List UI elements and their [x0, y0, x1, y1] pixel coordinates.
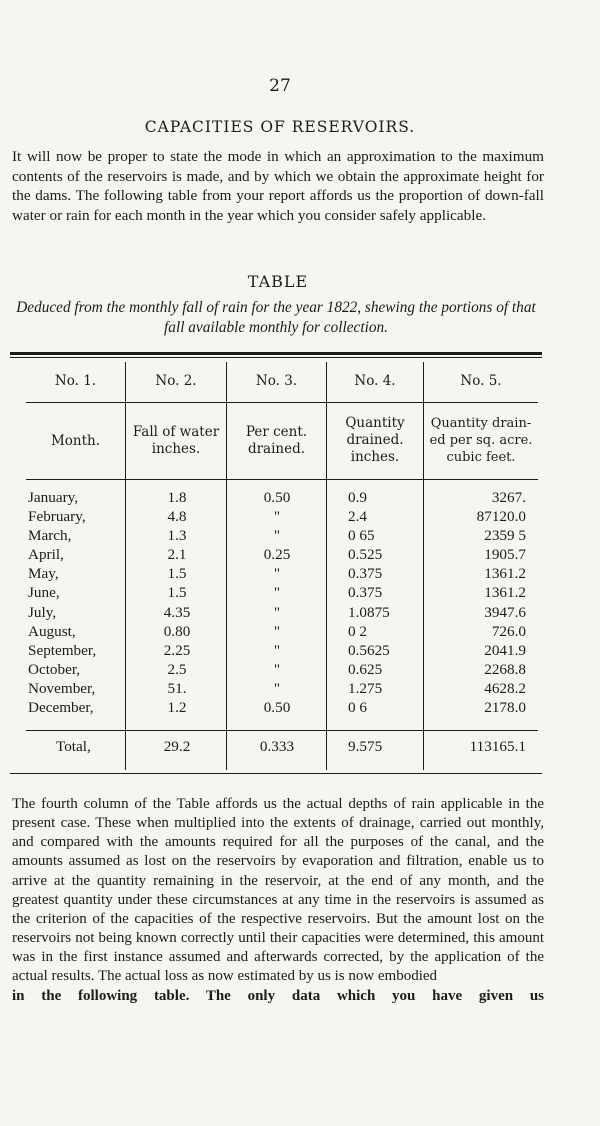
table-cell: 1.8	[167, 489, 187, 506]
column-heading: Month.	[50, 433, 101, 449]
table-cell: 2.25	[163, 641, 191, 659]
table-cell: 3947.6	[484, 603, 526, 621]
table-cell: April,	[28, 546, 64, 564]
table-cell: 0.525	[348, 546, 383, 564]
table-title: TABLE	[247, 272, 309, 291]
table-subtitle: Deduced from the monthly fall of rain for the year 1822, shewing the portions of that fall available monthly for collection.	[16, 299, 536, 336]
table-cell: 0.5625	[348, 641, 390, 659]
table-cell: 2.4	[348, 508, 367, 526]
table-cell: 2.5	[167, 660, 187, 678]
table-cell: February,	[28, 508, 86, 526]
table-cell: 1.3	[167, 527, 187, 545]
table-cell: 4.35	[163, 603, 191, 621]
table-cell: May,	[28, 565, 59, 583]
table-cell: "	[273, 622, 281, 640]
table-cell: September,	[28, 641, 97, 659]
table-cell: 0.50	[263, 489, 291, 506]
quantity-column	[336, 488, 428, 717]
table-cell: "	[273, 679, 281, 697]
table-cell: 0.625	[348, 660, 383, 678]
table-cell: 0.9	[348, 489, 367, 506]
table-cell: 726.0	[491, 622, 526, 640]
table-cell: 0 65	[348, 527, 375, 545]
table-cell: 0.375	[348, 565, 383, 583]
intro-paragraph: It will now be proper to state the mode in which an approximation to the maximum contents of the reservoirs is made, and by which we obtain the approximate height for the dams. The following table from your report affords us the proportion of down-fall water or rain for each month in the year which you consider safely applicable.	[12, 148, 544, 224]
total-cubic-feet: 113165.1	[469, 738, 526, 755]
total-label: Total,	[56, 738, 91, 755]
table-cell: December,	[28, 699, 94, 717]
closing-paragraph: The fourth column of the Table affords us the actual depths of rain applicable in the present case. These when multiplied into the extents of drainage, carried out monthly, and compared with the amounts required for all the purposes of the canal, and the amounts assumed as lost on the reservoirs by evaporation and filtration, enable us to arrive at the quantity remaining in the reservoir, at the end of any month, and the greatest quantity under these circumstances at any time in the reservoirs is assumed as the criterion of the capacities of the respective reservoirs. But the amount lost on the reservoirs not being known correctly until their capacities were determined, this amount was in the first instance assumed and afterwards corrected, by the application of the actual results. The actual loss as now estimated by us is now embodied in the following table. The only data which you have given us	[12, 795, 544, 1006]
table-header-rule	[26, 479, 538, 480]
table-cell: "	[273, 603, 281, 621]
table-cell: 1361.2	[484, 584, 526, 602]
table-cell: 0 6	[348, 699, 367, 717]
closing-last-line: in the following table. The only data which you have given us	[12, 987, 544, 1004]
month-column	[28, 488, 128, 717]
table-total-rule	[26, 730, 538, 731]
section-title: CAPACITIES OF RESERVOIRS.	[144, 118, 416, 136]
column-number: No. 5.	[460, 373, 502, 389]
table-cell: 4.8	[167, 508, 187, 526]
table-top-rule	[10, 352, 542, 355]
table-cell: 0.50	[263, 699, 291, 717]
column-heading: Quantity drained. inches.	[345, 415, 405, 465]
total-fall: 29.2	[163, 738, 191, 755]
table-cell: 4628.2	[484, 679, 526, 697]
cubic-feet-column	[426, 488, 526, 717]
table-cell: 2268.8	[484, 660, 526, 678]
column-number: No. 2.	[155, 373, 197, 389]
column-number: No. 3.	[255, 373, 298, 389]
total-percent: 0.333	[259, 738, 295, 755]
table-cell: November,	[28, 679, 96, 697]
table-cell: "	[273, 527, 281, 545]
table-cell: "	[273, 565, 281, 583]
table-cell: October,	[28, 660, 81, 678]
table-cell: "	[273, 584, 281, 602]
table-cell: "	[273, 660, 281, 678]
table-bottom-rule	[10, 773, 542, 774]
table-cell: "	[273, 641, 281, 659]
table-cell: June,	[28, 584, 60, 602]
table-cell: 1.0875	[348, 603, 390, 621]
page-number: 27	[269, 76, 291, 96]
table-cell: 1.275	[348, 679, 383, 697]
table-cell: 2178.0	[484, 699, 526, 717]
table-cell: 2041.9	[484, 641, 526, 659]
table-cell: 1905.7	[484, 546, 526, 564]
table-cell: 2359 5	[484, 527, 526, 545]
table-cell: January,	[28, 489, 79, 506]
table-cell: 0.80	[163, 622, 191, 640]
table-cell: 0.375	[348, 584, 383, 602]
percent-column	[228, 488, 326, 717]
table-cell: March,	[28, 527, 72, 545]
column-number: No. 1.	[54, 373, 97, 389]
column-heading: Per cent. drained.	[245, 424, 308, 457]
table-cell: 3267.	[491, 489, 526, 506]
table-cell: 1.2	[167, 699, 187, 717]
table-cell: 0 2	[348, 622, 367, 640]
table-top-rule-thin	[10, 357, 542, 358]
table-cell: 51.	[167, 679, 187, 697]
column-number: No. 4.	[354, 373, 396, 389]
table-cell: 0.25	[263, 546, 291, 564]
total-quantity: 9.575	[348, 738, 383, 755]
table-cell: July,	[28, 603, 57, 621]
table-cell: 1361.2	[484, 565, 526, 583]
fall-column	[128, 488, 226, 717]
column-heading: Quantity drain- ed per sq. acre. cubic feet.	[429, 416, 533, 465]
table-cell: 1.5	[167, 565, 187, 583]
table-cell: 87120.0	[476, 508, 526, 526]
table-cell: August,	[28, 622, 76, 640]
table-cell: 1.5	[167, 584, 187, 602]
column-heading: Fall of water inches.	[132, 424, 220, 457]
table-cell: "	[273, 508, 281, 526]
table-number-rule	[26, 402, 538, 403]
table-cell: 2.1	[167, 546, 187, 564]
